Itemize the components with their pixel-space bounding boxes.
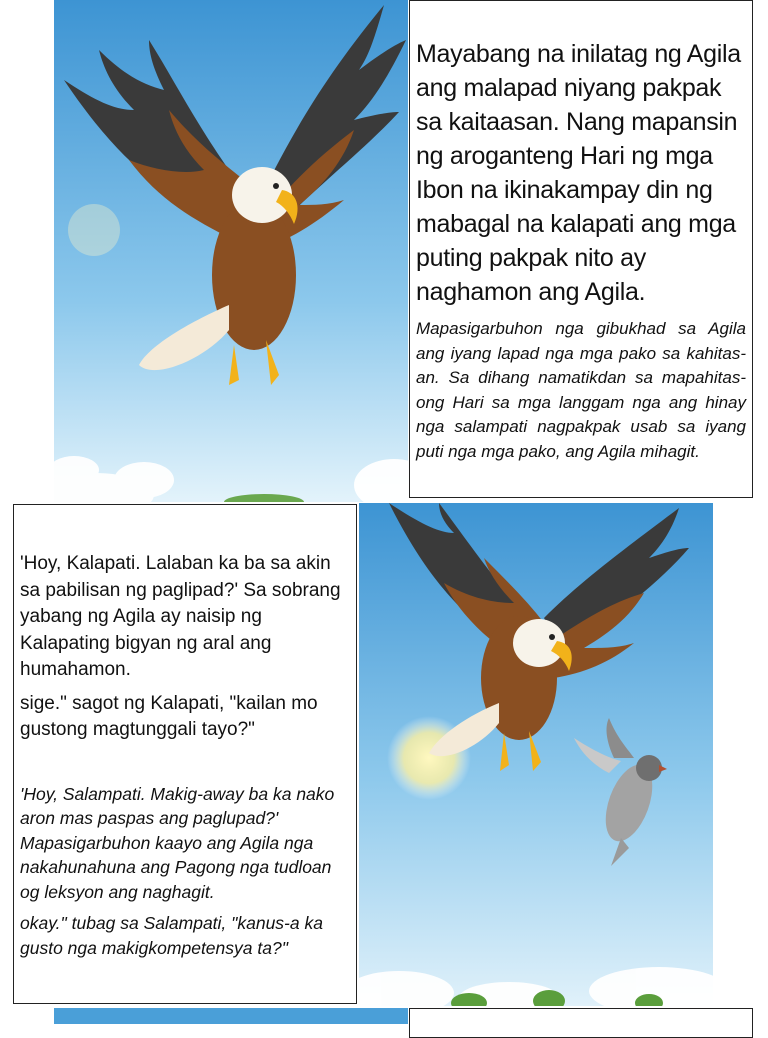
eagle-and-pigeon-illustration (359, 503, 713, 1006)
page1-text-box (409, 0, 753, 498)
page2-tagalog-text-2: sige." sagot ng Kalapati, "kailan mo gustong magtunggali tayo?" (20, 692, 318, 740)
eagle-flying-illustration (54, 0, 408, 502)
page3-illustration-partial (54, 1008, 408, 1024)
page2-tagalog-text-1: 'Hoy, Kalapati. Lalaban ka ba sa akin sa pabilisan ng paglipad?' Sa sobrang yabang ng Agila ay naisip ng Kalapating bigyan ng aral ang humahamon. (20, 553, 341, 680)
eagle-eye (549, 634, 555, 640)
eagle-eye (273, 183, 279, 189)
page3-text-box-partial (409, 1008, 753, 1038)
page2-cebuano-text-1: 'Hoy, Salampati. Makig-away ba ka nako aron mas paspas ang paglupad?' Mapasigarbuhon kaayo ang Agila nga nakahunahuna ang Pagong nga tudloan og leksyon ang naghagit. (20, 783, 335, 902)
page2-text-box (13, 504, 357, 1004)
page2-cebuano-text-2: okay." tubag sa Salampati, "kanus-a ka gusto nga makigkompetensya ta?" (20, 913, 323, 958)
page1-tagalog-text: Mayabang na inilatag ng Agila ang malapad niyang pakpak sa kaitaasan. Nang mapansin ng aroganteng Hari ng mga Ibon na ikinakampay din ng mabagal na kalapati ang mga puting pakpak nito ay naghamon ang Agila. (416, 40, 741, 306)
page1-cebuano-text: Mapasigarbuhon nga gibukhad sa Agila ang iyang lapad nga mga pako sa kahitas-an. Sa dihang namatikdan sa mapahitas-ong Hari sa mga langgam nga ang hinay nga salampati nagpakpak usab sa iyang puti nga mga pako, ang Agila mihagit. (416, 319, 746, 461)
